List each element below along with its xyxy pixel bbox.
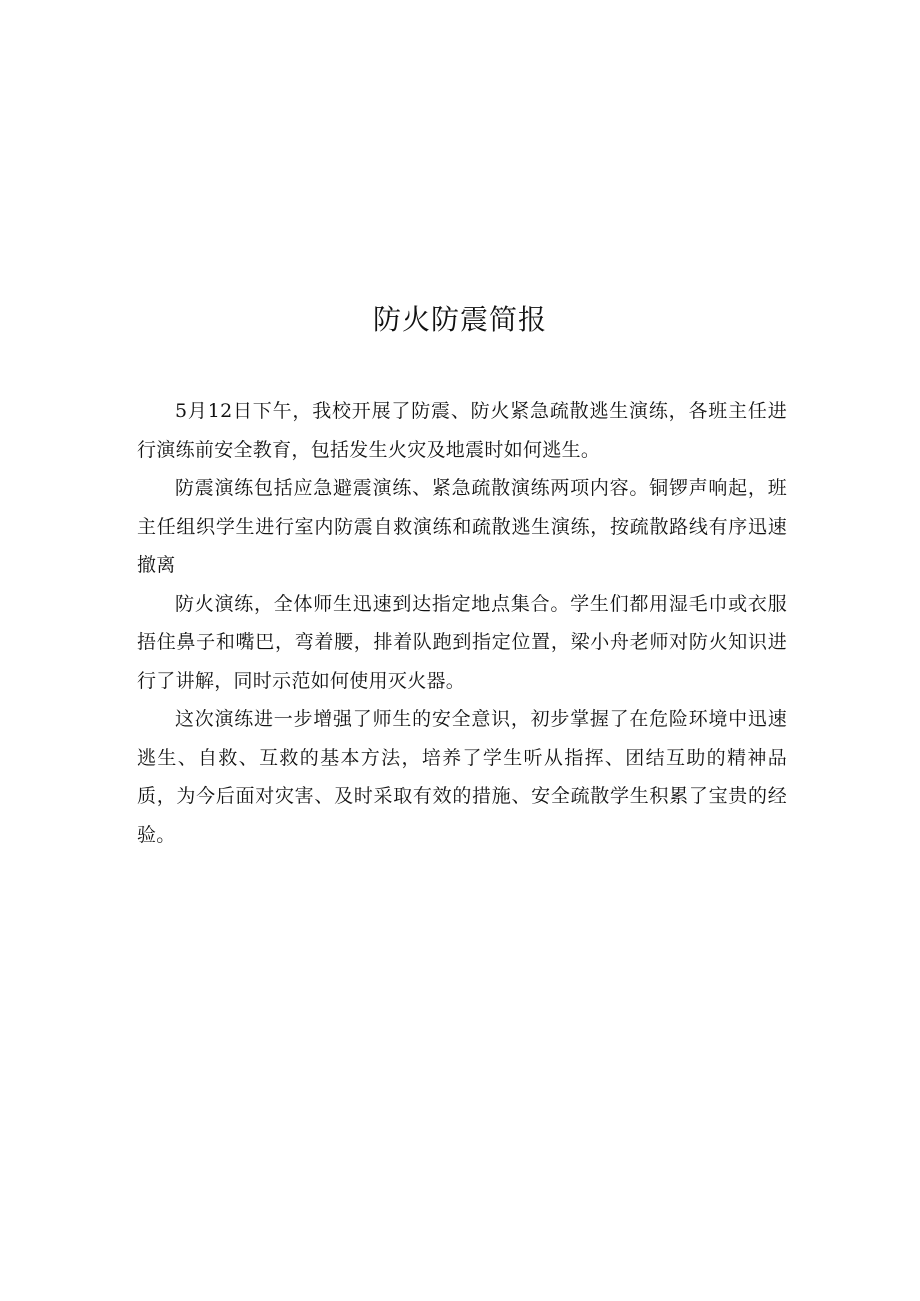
paragraph-1: 5月12日下午，我校开展了防震、防火紧急疏散逃生演练，各班主任进行演练前安全教育，包括发生火灾及地震时如何逃生。 (137, 400, 787, 461)
paragraph-4: 这次演练进一步增强了师生的安全意识，初步掌握了在危险环境中迅速逃生、自救、互救的基本方法，培养了学生听从指挥、团结互助的精神品质，为今后面对灾害、及时采取有效的措施、安全疏散学生积累了宝贵的经验。 (137, 708, 787, 846)
paragraph-2: 防震演练包括应急避震演练、紧急疏散演练两项内容。铜锣声响起，班主任组织学生进行室内防震自救演练和疏散逃生演练，按疏散路线有序迅速撤离 (137, 477, 787, 576)
document-title: 防火防震简报 (372, 303, 547, 336)
document-body (137, 392, 787, 854)
paragraph-3: 防火演练，全体师生迅速到达指定地点集合。学生们都用湿毛巾或衣服捂住鼻子和嘴巴，弯着腰，排着队跑到指定位置，梁小舟老师对防火知识进行了讲解，同时示范如何使用灭火器。 (137, 592, 787, 692)
